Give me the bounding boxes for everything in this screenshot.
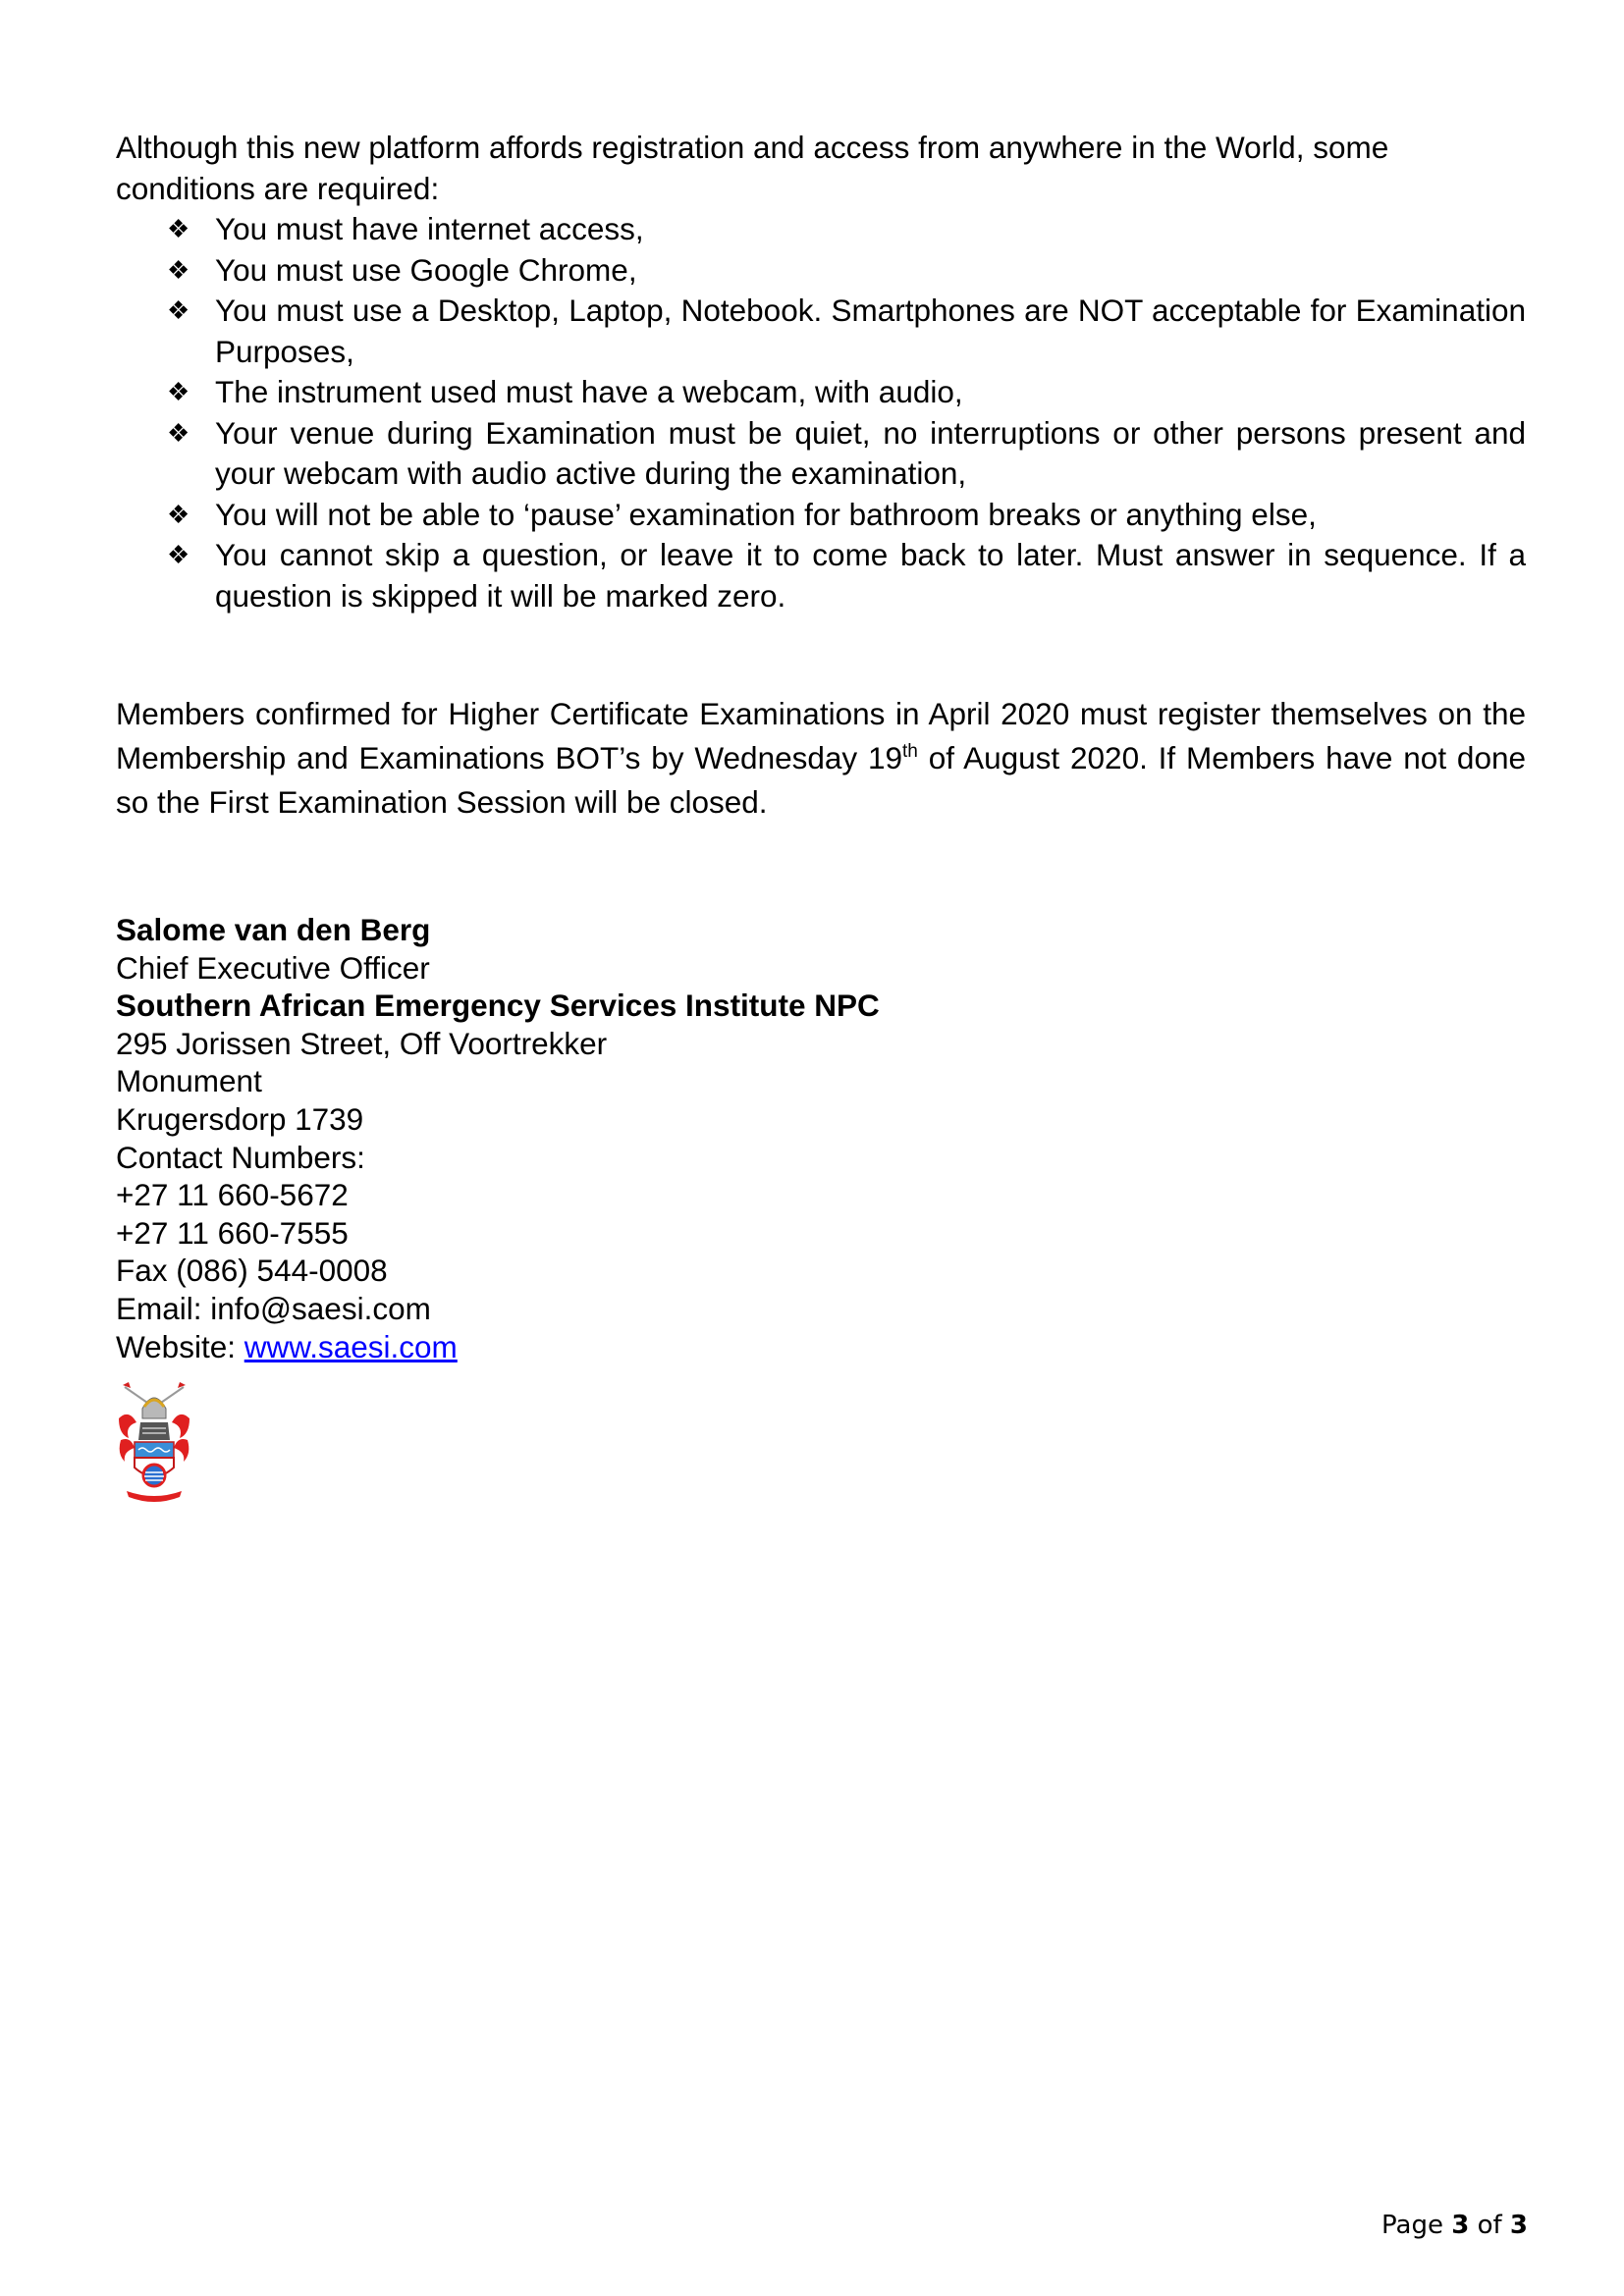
diamond-bullet-icon: ❖ bbox=[167, 499, 190, 529]
list-item: ❖ You must use a Desktop, Laptop, Notebook. Smartphones are NOT acceptable for Examination Purposes, bbox=[167, 293, 1526, 369]
list-item: ❖ Your venue during Examination must be quiet, no interruptions or other persons present and your webcam with audio active during the examination, bbox=[167, 414, 1526, 491]
signatory-title: Chief Executive Officer bbox=[116, 949, 430, 986]
signatory-name: Salome van den Berg bbox=[116, 912, 431, 947]
page-number: Page 3 of 3 bbox=[1381, 2211, 1528, 2240]
registration-notice: Members confirmed for Higher Certificate Examinations in April 2020 must register themselves on the Membership and Examinations BOT’s by Wednesday 19th of August 2020. If Members have not done so the First Examination Session will be closed. bbox=[116, 696, 1526, 820]
diamond-bullet-icon: ❖ bbox=[167, 214, 190, 243]
list-item: ❖ The instrument used must have a webcam, with audio, bbox=[116, 372, 1526, 413]
fax-number: Fax (086) 544-0008 bbox=[116, 1253, 388, 1289]
list-item: ❖ You will not be able to ‘pause’ examination for bathroom breaks or anything else, bbox=[116, 495, 1526, 536]
diamond-bullet-icon: ❖ bbox=[167, 254, 190, 285]
signature-block bbox=[116, 911, 880, 1365]
diamond-bullet-icon: ❖ bbox=[167, 377, 190, 406]
email-address: Email: info@saesi.com bbox=[116, 1290, 431, 1326]
contact-label: Contact Numbers: bbox=[116, 1139, 365, 1175]
website-link[interactable]: www.saesi.com bbox=[244, 1328, 458, 1364]
website-line: Website: www.saesi.com bbox=[116, 1328, 458, 1364]
address-line: 295 Jorissen Street, Off Voortrekker bbox=[116, 1025, 608, 1061]
address-line: Monument bbox=[116, 1063, 262, 1099]
intro-paragraph: Although this new platform affords registration and access from anywhere in the World, some conditions are required: bbox=[116, 130, 1389, 206]
list-item: ❖ You must have internet access, bbox=[116, 209, 1526, 250]
coat-of-arms-icon bbox=[115, 1379, 193, 1507]
conditions-list bbox=[116, 209, 1526, 616]
diamond-bullet-icon: ❖ bbox=[167, 417, 190, 448]
list-item: ❖ You cannot skip a question, or leave it to come back to later. Must answer in sequence. If a question is skipped it will be marked zero. bbox=[167, 537, 1526, 614]
phone-number: +27 11 660-5672 bbox=[116, 1177, 349, 1213]
diamond-bullet-icon: ❖ bbox=[167, 295, 190, 325]
diamond-bullet-icon: ❖ bbox=[167, 540, 190, 569]
phone-number: +27 11 660-7555 bbox=[116, 1214, 349, 1251]
list-item: ❖ You must use Google Chrome, bbox=[116, 250, 1526, 292]
organization-name: Southern African Emergency Services Institute NPC bbox=[116, 988, 880, 1024]
ordinal-suffix: th bbox=[902, 741, 918, 762]
address-line: Krugersdorp 1739 bbox=[116, 1100, 364, 1137]
